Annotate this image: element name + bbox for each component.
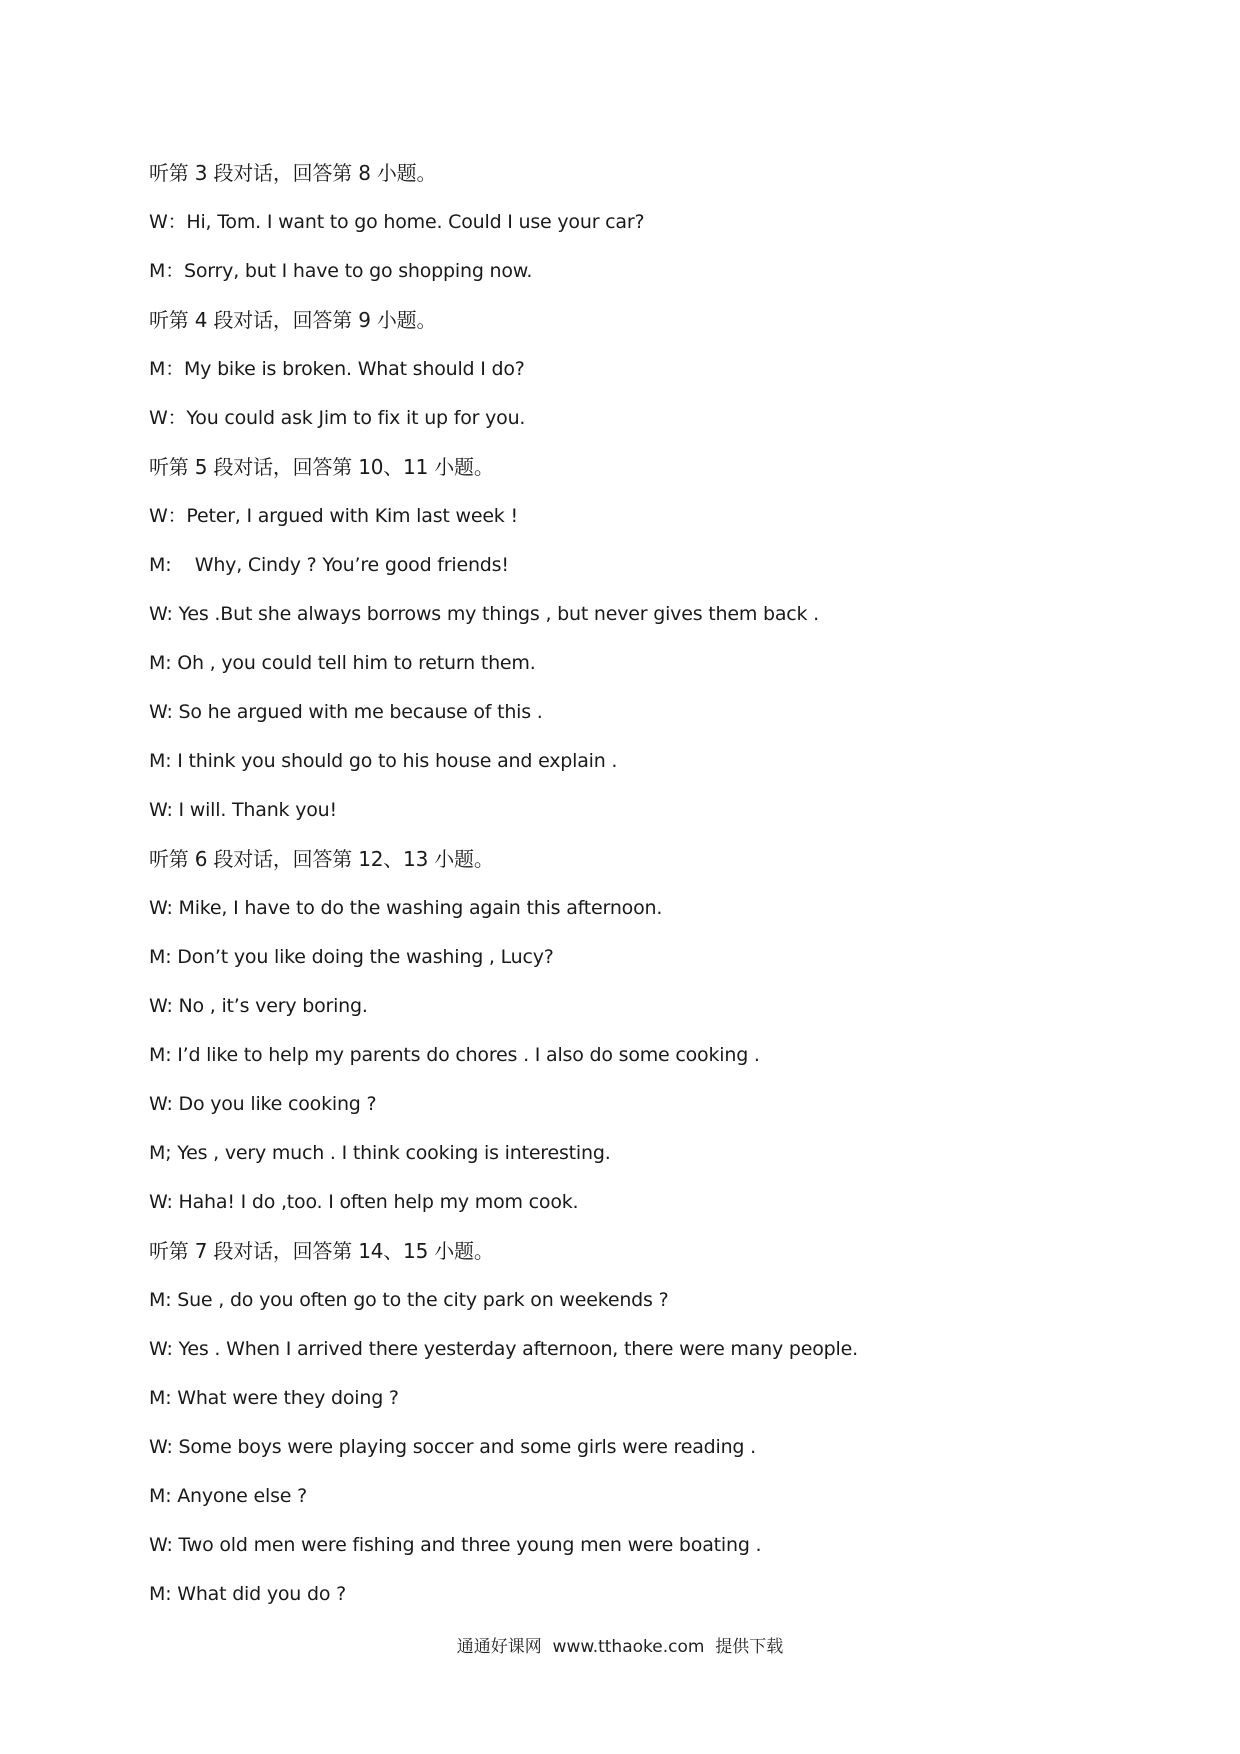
dialogue-line: M: Why, Cindy ? You’re good friends! xyxy=(149,554,509,576)
dialogue-line: M: Oh , you could tell him to return them. xyxy=(149,652,536,674)
section-heading: 听第 5 段对话，回答第 10、11 小题。 xyxy=(149,455,494,479)
dialogue-line: M: Anyone else ? xyxy=(149,1485,307,1507)
dialogue-line: M: Sue , do you often go to the city park on weekends ? xyxy=(149,1289,669,1311)
dialogue-line: M：Sorry, but I have to go shopping now. xyxy=(149,260,533,282)
dialogue-line: W: I will. Thank you! xyxy=(149,799,337,821)
dialogue-line: M: What were they doing ? xyxy=(149,1387,399,1409)
dialogue-line: W：Peter, I argued with Kim last week ! xyxy=(149,505,518,527)
section-heading: 听第 6 段对话，回答第 12、13 小题。 xyxy=(149,847,494,871)
dialogue-line: M: I think you should go to his house and explain . xyxy=(149,750,618,772)
dialogue-line: W: Yes . When I arrived there yesterday afternoon, there were many people. xyxy=(149,1338,858,1360)
dialogue-line: W：Hi, Tom. I want to go home. Could I use your car? xyxy=(149,211,645,233)
dialogue-line: W: Mike, I have to do the washing again this afternoon. xyxy=(149,897,663,919)
dialogue-line: M: What did you do ? xyxy=(149,1583,346,1605)
dialogue-line: W：You could ask Jim to fix it up for you. xyxy=(149,407,526,429)
dialogue-line: W: Two old men were fishing and three young men were boating . xyxy=(149,1534,762,1556)
section-heading: 听第 4 段对话，回答第 9 小题。 xyxy=(149,308,437,332)
dialogue-line: W: Yes .But she always borrows my things , but never gives them back . xyxy=(149,603,820,625)
section-heading: 听第 7 段对话，回答第 14、15 小题。 xyxy=(149,1239,494,1263)
dialogue-line: W: Some boys were playing soccer and some girls were reading . xyxy=(149,1436,756,1458)
dialogue-line: W: So he argued with me because of this . xyxy=(149,701,543,723)
dialogue-line: M：My bike is broken. What should I do? xyxy=(149,358,525,380)
dialogue-line: W: Do you like cooking ? xyxy=(149,1093,377,1115)
dialogue-line: M: Don’t you like doing the washing , Lucy? xyxy=(149,946,554,968)
dialogue-line: M: I’d like to help my parents do chores . I also do some cooking . xyxy=(149,1044,760,1066)
dialogue-line: M; Yes , very much . I think cooking is interesting. xyxy=(149,1142,611,1164)
page-footer: 通通好课网 www.tthaoke.com 提供下载 xyxy=(456,1637,784,1657)
dialogue-line: W: No , it’s very boring. xyxy=(149,995,368,1017)
transcript-lines xyxy=(149,157,1149,1627)
section-heading: 听第 3 段对话，回答第 8 小题。 xyxy=(149,161,437,185)
dialogue-line: W: Haha! I do ,too. I often help my mom cook. xyxy=(149,1191,579,1213)
